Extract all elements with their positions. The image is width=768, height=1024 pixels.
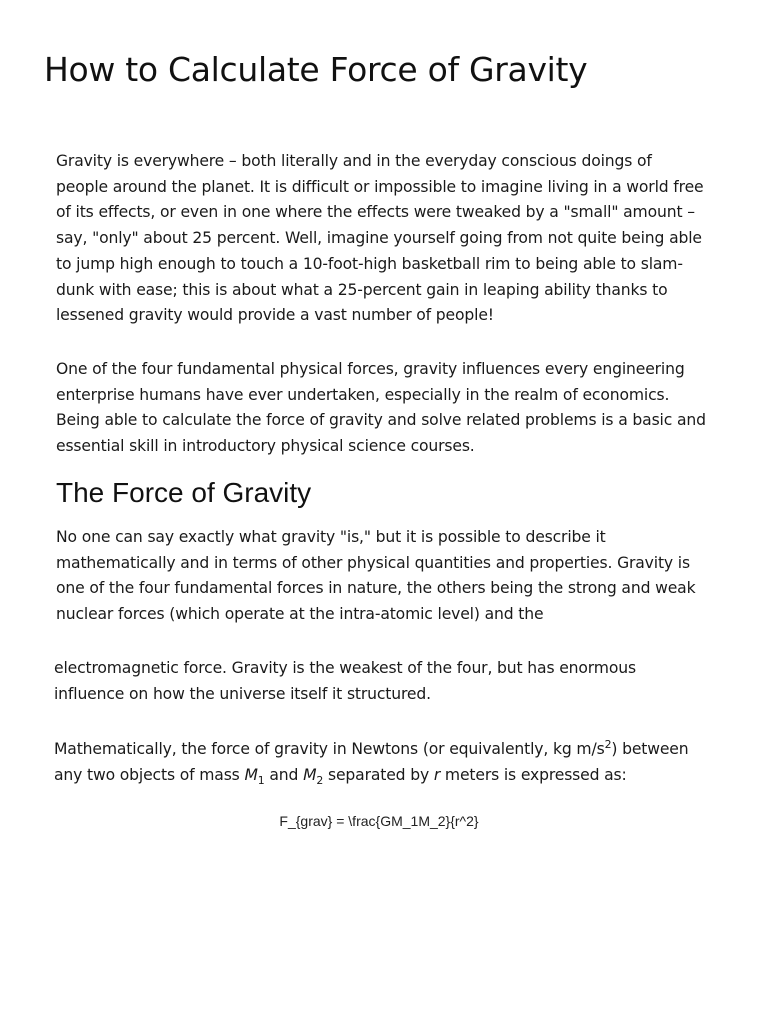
distance-symbol: r: [433, 765, 441, 784]
intro-paragraph: Gravity is everywhere – both literally and in the everyday conscious doings of people around the planet. It is difficult or impossible to imagine living in a world free of its effects, or even in one where the effects were tweaked by a "small" amount – say, "only" about 25 percent. Well, imagine yourself going from not quite being able to jump high enough to touch a 10-foot-high basketball rim to being able to slam-dunk with ease; this is about what a 25-percent gain in leaping ability thanks to lessened gravity would provide a vast number of people!: [56, 152, 704, 325]
gravity-formula: F_{grav} = \frac{GM_1M_2}{r^2}: [279, 813, 479, 829]
section-paragraph-1: No one can say exactly what gravity "is," but it is possible to describe it mathematically and in terms of other physical quantities and properties. Gravity is one of the four fundamental forces in nature, the others being the strong and weak nuclear forces (which operate at the intra-atomic level) and the: [56, 528, 696, 624]
formula-intro-text-2: ) between any two objects of mass: [54, 740, 689, 784]
page-title: How to Calculate Force of Gravity: [44, 50, 588, 89]
mass-subscript-1: 1: [257, 773, 265, 787]
mass-subscript-2: 2: [316, 773, 324, 787]
mass-symbol-1: M: [244, 765, 258, 784]
mass-symbol-2: M: [303, 765, 317, 784]
second-paragraph: One of the four fundamental physical forces, gravity influences every engineering enterprise humans have ever undertaken, especially in the realm of economics. Being able to calculate the force of gravity and solve related problems is a basic and essential skill in introductory physical science courses.: [56, 360, 706, 456]
formula-intro-text-4: meters is expressed as:: [440, 765, 627, 784]
section-heading: The Force of Gravity: [56, 477, 312, 508]
units-exponent: 2: [604, 737, 612, 751]
section-paragraph-2: electromagnetic force. Gravity is the weakest of the four, but has enormous influence on how the universe itself it structured.: [54, 659, 636, 703]
formula-intro-text-1: Mathematically, the force of gravity in Newtons (or equivalently, kg m/s: [54, 740, 605, 758]
formula-intro-text-3: separated by: [323, 765, 434, 784]
formula-intro-paragraph: [54, 737, 706, 788]
and-text: and: [264, 765, 304, 784]
